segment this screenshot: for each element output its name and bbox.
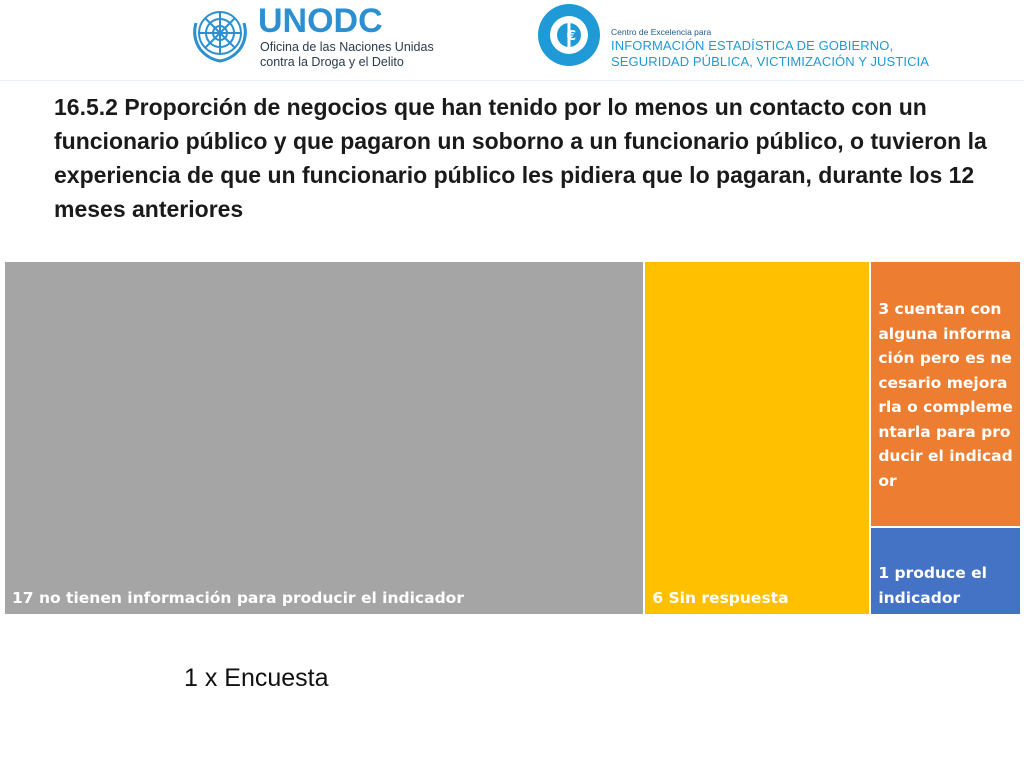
unodc-subtitle-line-2: contra la Droga y el Delito xyxy=(260,55,404,69)
tile-informacion-parcial-label: 3 cuentan con alguna información pero es necesario mejorarla o complementarla para producir el indicador xyxy=(878,300,1013,490)
footnote: 1 x Encuesta xyxy=(184,664,329,692)
tile-sin-informacion-label: 17 no tienen información para producir el indicador xyxy=(12,588,464,607)
ce-line-2: SEGURIDAD PÚBLICA, VICTIMIZACIÓN Y JUSTICIA xyxy=(611,54,930,69)
tile-sin-respuesta xyxy=(645,262,869,614)
ce-line-1: INFORMACIÓN ESTADÍSTICA DE GOBIERNO, xyxy=(611,38,894,53)
unodc-subtitle-line-1: Oficina de las Naciones Unidas xyxy=(260,40,434,54)
page-title: 16.5.2 Proporción de negocios que han tenido por lo menos un contacto con un funcionario público y que pagaron un soborno a un funcionario público, o tuvieron la experiencia de que un funcionario público les pidiera que lo pagaran, durante los 12 meses anteriores xyxy=(54,94,987,222)
tile-produce-indicador xyxy=(871,528,1020,615)
tile-sin-respuesta-label: 6 Sin respuesta xyxy=(652,588,789,607)
ce-label: Centro de Excelencia para xyxy=(611,27,712,37)
svg-text:€: € xyxy=(567,29,577,44)
unodc-wordmark: UNODC xyxy=(258,2,383,40)
tile-informacion-parcial xyxy=(871,262,1020,526)
tile-sin-informacion xyxy=(5,262,643,614)
tile-produce-indicador-label: 1 produce el indicador xyxy=(878,564,987,607)
